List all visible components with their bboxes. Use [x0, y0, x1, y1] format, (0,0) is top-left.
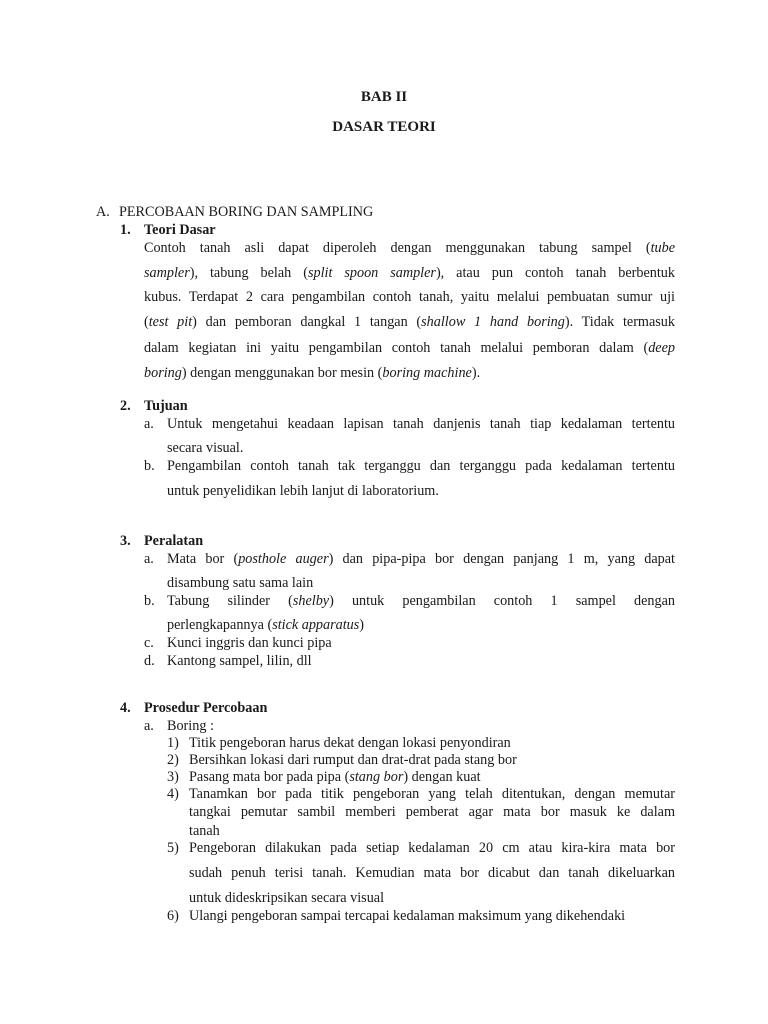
list-item: Pengambilan contoh tanah tak terganggu dan terganggu pada kedalaman tertentu [167, 458, 675, 474]
heading-number: 3. [120, 533, 131, 549]
step-number: 2) [167, 752, 179, 768]
step-text: Tanamkan bor pada titik pengeboran yang telah ditentukan, dengan memutar [189, 786, 675, 802]
chapter-number: BAB II [360, 89, 408, 105]
paragraph-line: kubus. Terdapat 2 cara pengambilan contoh tanah, yaitu melalui pembuatan sumur uji [144, 289, 675, 305]
heading-number: 4. [120, 700, 131, 716]
chapter-title: DASAR TEORI [332, 119, 436, 135]
section-letter: A. [96, 204, 110, 220]
step-text: tangkai pemutar sambil memberi pemberat agar mata bor masuk ke dalam [189, 804, 675, 820]
list-item: Tabung silinder (shelby) untuk pengambilan contoh 1 sampel dengan [167, 593, 675, 609]
list-label: d. [144, 653, 155, 669]
heading-tujuan: Tujuan [144, 398, 188, 414]
step-text: Pengeboran dilakukan pada setiap kedalaman 20 cm atau kira-kira mata bor [189, 840, 675, 856]
list-label: a. [144, 416, 154, 432]
heading-number: 2. [120, 398, 131, 414]
step-text: Titik pengeboran harus dekat dengan lokasi penyondiran [189, 735, 511, 751]
step-text: Ulangi pengeboran sampai tercapai kedalaman maksimum yang dikehendaki [189, 908, 626, 924]
paragraph-line: (test pit) dan pemboran dangkal 1 tangan (shallow 1 hand boring). Tidak termasuk [144, 314, 675, 330]
sub-heading-boring: Boring : [167, 718, 214, 734]
step-text: Pasang mata bor pada pipa (stang bor) dengan kuat [189, 769, 481, 785]
list-label: b. [144, 593, 155, 609]
step-text: Bersihkan lokasi dari rumput dan drat-drat pada stang bor [189, 752, 517, 768]
step-number: 1) [167, 735, 179, 751]
list-item: Kunci inggris dan kunci pipa [167, 635, 332, 651]
heading-teori-dasar: Teori Dasar [144, 222, 216, 238]
heading-peralatan: Peralatan [144, 533, 204, 549]
paragraph-line: Contoh tanah asli dapat diperoleh dengan menggunakan tabung sampel (tube [144, 240, 675, 256]
paragraph-line: dalam kegiatan ini yaitu pengambilan contoh tanah melalui pemboran dalam (deep [144, 340, 675, 356]
step-text: untuk dideskripsikan secara visual [189, 890, 385, 906]
step-number: 5) [167, 840, 179, 856]
list-item: disambung satu sama lain [167, 575, 314, 591]
list-label: a. [144, 718, 154, 734]
paragraph-line: boring) dengan menggunakan bor mesin (boring machine). [144, 365, 481, 381]
list-item: secara visual. [167, 440, 244, 456]
step-text: tanah [189, 823, 220, 839]
heading-number: 1. [120, 222, 131, 238]
list-label: c. [144, 635, 154, 651]
step-number: 3) [167, 769, 179, 785]
paragraph-line: sampler), tabung belah (split spoon sampler), atau pun contoh tanah berbentuk [144, 265, 675, 281]
heading-prosedur: Prosedur Percobaan [144, 700, 268, 716]
section-title: PERCOBAAN BORING DAN SAMPLING [119, 204, 374, 220]
list-label: b. [144, 458, 155, 474]
list-item: Mata bor (posthole auger) dan pipa-pipa bor dengan panjang 1 m, yang dapat [167, 551, 675, 567]
step-number: 6) [167, 908, 179, 924]
list-item: Untuk mengetahui keadaan lapisan tanah danjenis tanah tiap kedalaman tertentu [167, 416, 675, 432]
list-label: a. [144, 551, 154, 567]
step-text: sudah penuh terisi tanah. Kemudian mata bor dicabut dan tanah dikeluarkan [189, 865, 675, 881]
list-item: untuk penyelidikan lebih lanjut di laboratorium. [167, 483, 439, 499]
step-number: 4) [167, 786, 179, 802]
list-item: perlengkapannya (stick apparatus) [167, 617, 365, 633]
list-item: Kantong sampel, lilin, dll [167, 653, 312, 669]
